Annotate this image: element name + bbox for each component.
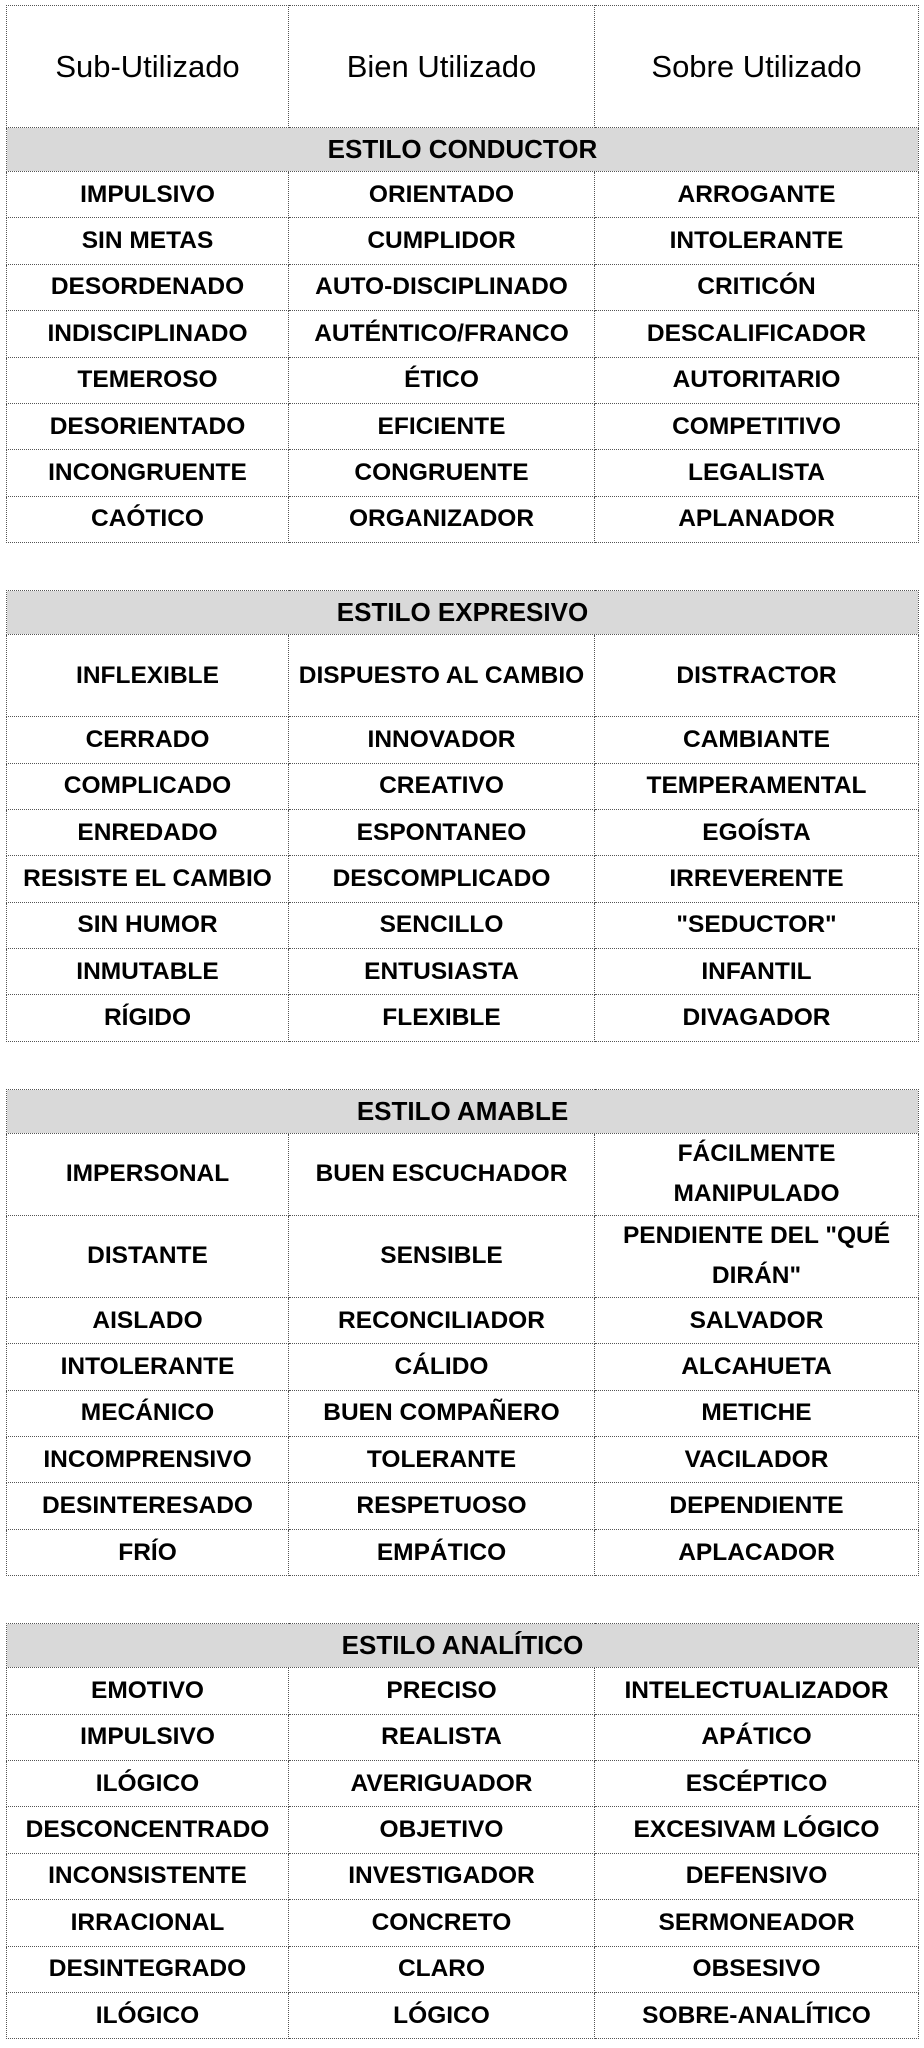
cell-bien: CUMPLIDOR (289, 218, 595, 264)
cell-sobre: APLACADOR (595, 1529, 919, 1575)
cell-sobre: METICHE (595, 1390, 919, 1436)
section-title: ESTILO EXPRESIVO (7, 591, 919, 635)
table-row (7, 1807, 919, 1853)
table-row (7, 357, 919, 403)
cell-sobre: DIVAGADOR (595, 995, 919, 1041)
cell-sub: AISLADO (7, 1297, 289, 1343)
table-analitico (6, 1623, 919, 2039)
cell-sub: IMPERSONAL (7, 1133, 289, 1215)
table-row (7, 1760, 919, 1806)
cell-sub: DESORIENTADO (7, 403, 289, 449)
table-row (7, 1992, 919, 2038)
table-row (7, 1668, 919, 1714)
cell-bien: SENCILLO (289, 902, 595, 948)
table-amable (6, 1089, 919, 1576)
section-spacer (6, 543, 918, 590)
cell-bien: AUTO-DISCIPLINADO (289, 264, 595, 310)
section-title: ESTILO ANALÍTICO (7, 1624, 919, 1668)
cell-bien: INVESTIGADOR (289, 1853, 595, 1899)
cell-bien: SENSIBLE (289, 1215, 595, 1297)
cell-sub: MECÁNICO (7, 1390, 289, 1436)
table-row (7, 403, 919, 449)
cell-sobre: FÁCILMENTE MANIPULADO (595, 1133, 919, 1215)
cell-bien: LÓGICO (289, 1992, 595, 2038)
cell-bien: ESPONTANEO (289, 809, 595, 855)
styles-document (6, 5, 918, 2039)
cell-sobre: DISTRACTOR (595, 635, 919, 717)
cell-sub: FRÍO (7, 1529, 289, 1575)
cell-bien: EMPÁTICO (289, 1529, 595, 1575)
table-row (7, 218, 919, 264)
cell-sobre: COMPETITIVO (595, 403, 919, 449)
cell-sub: IRRACIONAL (7, 1900, 289, 1946)
table-row (7, 264, 919, 310)
cell-sobre: PENDIENTE DEL "QUÉ DIRÁN" (595, 1215, 919, 1297)
cell-sobre: APÁTICO (595, 1714, 919, 1760)
cell-bien: CLARO (289, 1946, 595, 1992)
cell-sub: INMUTABLE (7, 949, 289, 995)
cell-sobre: LEGALISTA (595, 450, 919, 496)
table-row (7, 1133, 919, 1215)
table-row (7, 1437, 919, 1483)
table-row (7, 717, 919, 763)
column-header-row (7, 6, 919, 128)
cell-sobre: DEFENSIVO (595, 1853, 919, 1899)
cell-bien: AUTÉNTICO/FRANCO (289, 311, 595, 357)
cell-sub: EMOTIVO (7, 1668, 289, 1714)
cell-bien: ORGANIZADOR (289, 496, 595, 542)
cell-sobre: OBSESIVO (595, 1946, 919, 1992)
cell-bien: INNOVADOR (289, 717, 595, 763)
cell-bien: ORIENTADO (289, 172, 595, 218)
header-sub-utilizado: Sub-Utilizado (7, 6, 289, 128)
table-row (7, 1853, 919, 1899)
table-row (7, 1483, 919, 1529)
cell-sobre: ESCÉPTICO (595, 1760, 919, 1806)
table-row (7, 450, 919, 496)
cell-bien: DISPUESTO AL CAMBIO (289, 635, 595, 717)
cell-sub: ENREDADO (7, 809, 289, 855)
cell-sub: RESISTE EL CAMBIO (7, 856, 289, 902)
section-title: ESTILO AMABLE (7, 1089, 919, 1133)
table-row (7, 172, 919, 218)
section-spacer (6, 1042, 918, 1089)
cell-sobre: IRREVERENTE (595, 856, 919, 902)
cell-sobre: SERMONEADOR (595, 1900, 919, 1946)
cell-bien: RECONCILIADOR (289, 1297, 595, 1343)
cell-bien: CONCRETO (289, 1900, 595, 1946)
cell-sobre: INFANTIL (595, 949, 919, 995)
cell-sub: TEMEROSO (7, 357, 289, 403)
cell-sobre: DESCALIFICADOR (595, 311, 919, 357)
table-row (7, 1215, 919, 1297)
cell-bien: PRECISO (289, 1668, 595, 1714)
cell-sub: INCONGRUENTE (7, 450, 289, 496)
cell-bien: REALISTA (289, 1714, 595, 1760)
cell-sub: DESORDENADO (7, 264, 289, 310)
cell-bien: EFICIENTE (289, 403, 595, 449)
cell-sub: SIN HUMOR (7, 902, 289, 948)
cell-sub: CAÓTICO (7, 496, 289, 542)
cell-bien: CONGRUENTE (289, 450, 595, 496)
cell-sub: IMPULSIVO (7, 172, 289, 218)
header-bien-utilizado: Bien Utilizado (289, 6, 595, 128)
cell-bien: TOLERANTE (289, 1437, 595, 1483)
table-row (7, 1390, 919, 1436)
cell-sub: SIN METAS (7, 218, 289, 264)
table-row (7, 1900, 919, 1946)
cell-sobre: VACILADOR (595, 1437, 919, 1483)
table-conductor (6, 5, 919, 543)
table-row (7, 311, 919, 357)
table-row (7, 1297, 919, 1343)
cell-sub: DISTANTE (7, 1215, 289, 1297)
cell-sub: INCONSISTENTE (7, 1853, 289, 1899)
cell-sobre: APLANADOR (595, 496, 919, 542)
cell-sobre: CAMBIANTE (595, 717, 919, 763)
table-row (7, 995, 919, 1041)
cell-sobre: DEPENDIENTE (595, 1483, 919, 1529)
table-row (7, 763, 919, 809)
cell-sub: DESINTERESADO (7, 1483, 289, 1529)
cell-sub: INTOLERANTE (7, 1344, 289, 1390)
table-row (7, 856, 919, 902)
table-row (7, 496, 919, 542)
cell-bien: CREATIVO (289, 763, 595, 809)
cell-bien: CÁLIDO (289, 1344, 595, 1390)
table-row (7, 635, 919, 717)
cell-sobre: "SEDUCTOR" (595, 902, 919, 948)
cell-sobre: INTOLERANTE (595, 218, 919, 264)
cell-sobre: AUTORITARIO (595, 357, 919, 403)
cell-sub: INCOMPRENSIVO (7, 1437, 289, 1483)
cell-sub: RÍGIDO (7, 995, 289, 1041)
cell-bien: ENTUSIASTA (289, 949, 595, 995)
cell-bien: OBJETIVO (289, 1807, 595, 1853)
section-spacer (6, 1576, 918, 1623)
cell-sub: ILÓGICO (7, 1760, 289, 1806)
table-row (7, 1946, 919, 1992)
cell-bien: BUEN COMPAÑERO (289, 1390, 595, 1436)
table-expresivo (6, 590, 919, 1042)
header-sobre-utilizado: Sobre Utilizado (595, 6, 919, 128)
table-row (7, 1714, 919, 1760)
cell-sobre: ALCAHUETA (595, 1344, 919, 1390)
cell-bien: DESCOMPLICADO (289, 856, 595, 902)
table-row (7, 1344, 919, 1390)
section-title: ESTILO CONDUCTOR (7, 128, 919, 172)
cell-bien: RESPETUOSO (289, 1483, 595, 1529)
cell-sub: DESINTEGRADO (7, 1946, 289, 1992)
cell-bien: AVERIGUADOR (289, 1760, 595, 1806)
cell-sobre: TEMPERAMENTAL (595, 763, 919, 809)
cell-sobre: EXCESIVAM LÓGICO (595, 1807, 919, 1853)
cell-sub: INDISCIPLINADO (7, 311, 289, 357)
cell-sobre: SOBRE-ANALÍTICO (595, 1992, 919, 2038)
cell-sobre: SALVADOR (595, 1297, 919, 1343)
cell-sub: INFLEXIBLE (7, 635, 289, 717)
cell-sub: COMPLICADO (7, 763, 289, 809)
table-row (7, 809, 919, 855)
cell-bien: ÉTICO (289, 357, 595, 403)
cell-sub: IMPULSIVO (7, 1714, 289, 1760)
cell-sobre: EGOÍSTA (595, 809, 919, 855)
table-row (7, 1529, 919, 1575)
cell-sub: CERRADO (7, 717, 289, 763)
cell-sobre: ARROGANTE (595, 172, 919, 218)
cell-bien: FLEXIBLE (289, 995, 595, 1041)
table-row (7, 949, 919, 995)
cell-sobre: INTELECTUALIZADOR (595, 1668, 919, 1714)
table-row (7, 902, 919, 948)
cell-sobre: CRITICÓN (595, 264, 919, 310)
cell-bien: BUEN ESCUCHADOR (289, 1133, 595, 1215)
cell-sub: DESCONCENTRADO (7, 1807, 289, 1853)
cell-sub: ILÓGICO (7, 1992, 289, 2038)
